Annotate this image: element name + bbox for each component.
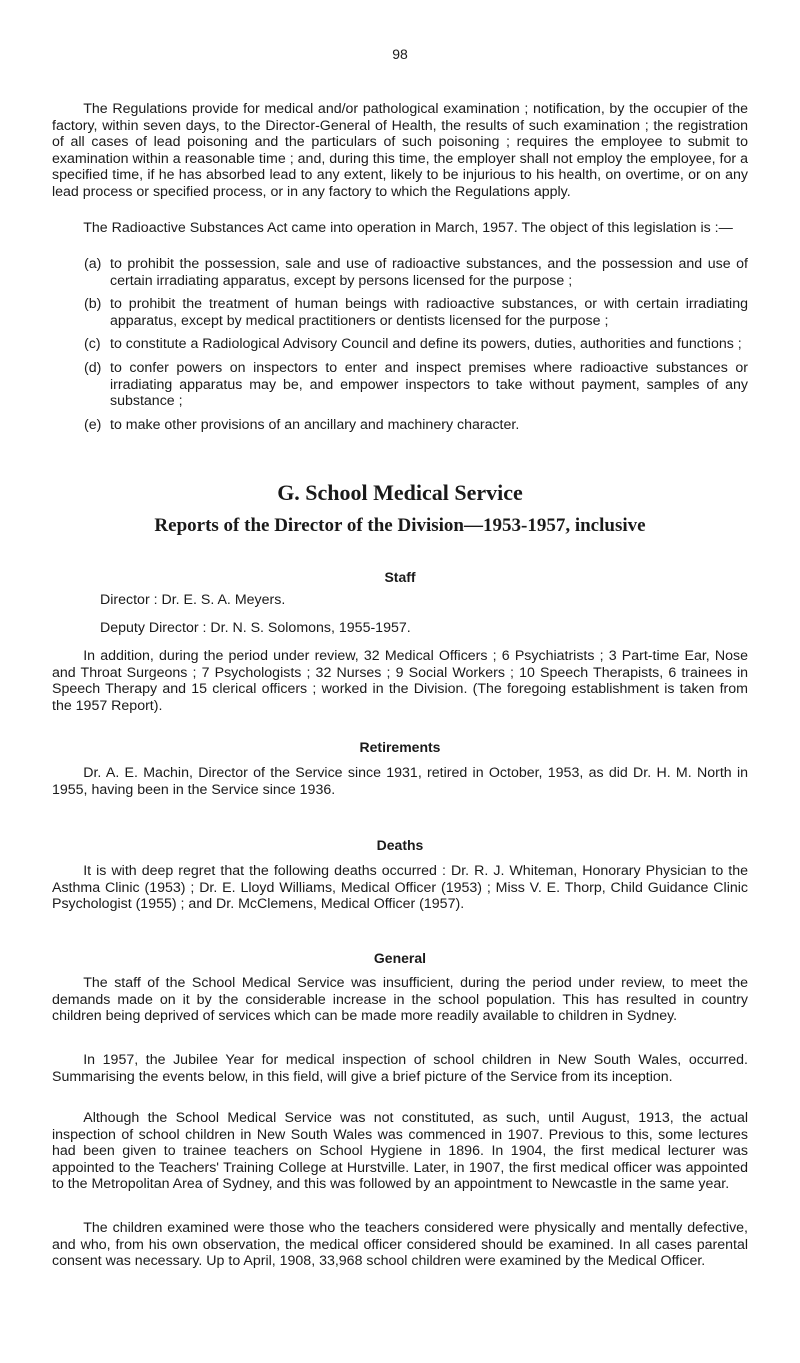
general-heading: General xyxy=(373,950,427,966)
general-paragraph-staffing: The staff of the School Medical Service was insufficient, during the period under review, to meet the demands made on it by the considerable increase in the school population. This has resulted in country children being deprived of services which can be made more readily available to children in Sydney. xyxy=(52,975,748,1025)
staff-paragraph: In addition, during the period under review, 32 Medical Officers ; 6 Psychiatrists ; 3 Part-time Ear, Nose and Throat Surgeons ; 7 Psychologists ; 32 Nurses ; 9 Social Workers ; 10 Speech Therapists, 6 trainees in Speech Therapy and 15 clerical officers ; worked in the Division. (The foregoing establishment is taken from the 1957 Report). xyxy=(52,648,748,714)
list-item: (d) to confer powers on inspectors to enter and inspect premises where radioactive substances or irradiating apparatus may be, and empower inspectors to take without payment, samples of any substance ; xyxy=(84,359,748,410)
deaths-heading: Deaths xyxy=(376,837,424,853)
list-item: (c) to constitute a Radiological Advisory Council and define its powers, duties, authorities and functions ; xyxy=(84,336,742,353)
list-item: (b) to prohibit the treatment of human beings with radioactive substances, or with certain irradiating apparatus, except by medical practitioners or dentists licensed for the purpose ; xyxy=(84,296,748,329)
staff-heading: Staff xyxy=(384,569,416,585)
regulations-paragraph: The Regulations provide for medical and/or pathological examination ; notification, by the occupier of the factory, within seven days, to the Director-General of Health, the results of such examination ; the registration of all cases of lead poisoning and the particulars of such poisoning ; requires the employee to submit to examination within a reasonable time ; and, during this time, the employer shall not employ the employee, for a specified time, if he has absorbed lead to any extent, likely to be injurious to his health, on overtime, or on any lead process or specified process, or in any factory to which the Regulations apply. xyxy=(52,101,748,200)
page-number: 98 xyxy=(392,46,408,62)
section-subtitle: Reports of the Director of the Division—1953-1957, inclusive xyxy=(154,515,646,536)
general-paragraph-history: Although the School Medical Service was not constituted, as such, until August, 1913, the actual inspection of school children in New South Wales was commenced in 1907. Previous to this, some lectures had been given to trainee teachers on School Hygiene in 1896. In 1904, the first medical lecturer was appointed to the Teachers' Training College at Hurstville. Later, in 1907, the first medical officer was appointed to the Metropolitan Area of Sydney, and this was followed by an appointment to Newcastle in the same year. xyxy=(52,1110,748,1193)
general-paragraph-jubilee: In 1957, the Jubilee Year for medical inspection of school children in New South Wales, occurred. Summarising the events below, in this field, will give a brief picture of the Service from its inception. xyxy=(52,1052,748,1085)
director-line: Director : Dr. E. S. A. Meyers. xyxy=(100,592,286,608)
act-objects-list xyxy=(84,256,748,440)
section-title: G. School Medical Service xyxy=(277,480,523,505)
retirements-paragraph: Dr. A. E. Machin, Director of the Service since 1931, retired in October, 1953, as did Dr. H. M. North in 1955, having been in the Service since 1936. xyxy=(52,765,748,798)
deaths-paragraph: It is with deep regret that the following deaths occurred : Dr. R. J. Whiteman, Honorary Physician to the Asthma Clinic (1953) ; Dr. E. Lloyd Williams, Medical Officer (1953) ; Miss V. E. Thorp, Child Guidance Clinic Psychologist (1955) ; and Dr. McClemens, Medical Officer (1957). xyxy=(52,863,748,913)
general-paragraph-examinations: The children examined were those who the teachers considered were physically and mentally defective, and who, from his own observation, the medical officer considered should be examined. In all cases parental consent was necessary. Up to April, 1908, 33,968 school children were examined by the Medical Officer. xyxy=(52,1220,748,1270)
retirements-heading: Retirements xyxy=(359,739,441,755)
list-item: (a) to prohibit the possession, sale and use of radioactive substances, and the possession and use of certain irradiating apparatus, except by persons licensed for the purpose ; xyxy=(84,256,748,289)
list-item: (e) to make other provisions of an ancillary and machinery character. xyxy=(84,416,520,433)
deputy-director-line: Deputy Director : Dr. N. S. Solomons, 1955-1957. xyxy=(100,620,411,636)
radioactive-act-paragraph: The Radioactive Substances Act came into operation in March, 1957. The object of this legislation is :— xyxy=(83,220,733,236)
